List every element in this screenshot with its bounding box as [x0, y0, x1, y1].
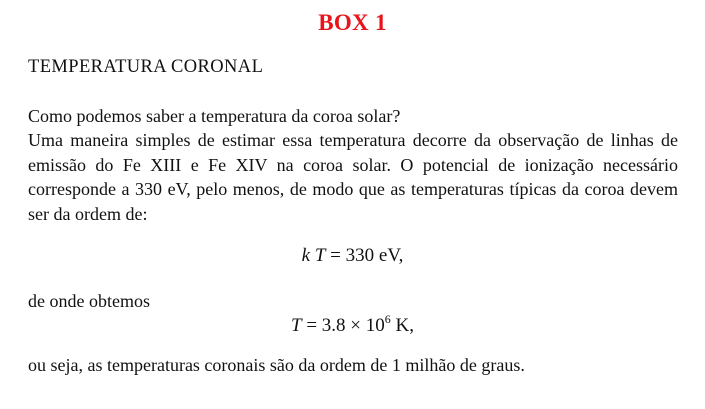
equation-kt-t: T	[314, 245, 326, 266]
equation-temperature-unit: K,	[390, 315, 414, 336]
after-equation-text: de onde obtemos	[28, 291, 150, 311]
equation-temperature-rhs: = 3.8 × 10	[306, 315, 385, 336]
equation-temperature-t: T	[291, 315, 302, 336]
body-paragraph: Uma maneira simples de estimar essa temperatura decorre da observação de linhas de emissão do Fe XIII e Fe XIV na coroa solar. O potencial de ionização necessário corresponde a 330 eV, pelo menos, de modo que as temperaturas típicas da coroa devem ser da ordem de:	[28, 130, 678, 224]
equation-kt	[0, 245, 705, 267]
equation-temperature-exponent: 6	[384, 312, 391, 326]
conclusion-paragraph: ou seja, as temperaturas coronais são da ordem de 1 milhão de graus.	[28, 355, 525, 375]
box-title: BOX 1	[318, 10, 387, 35]
section-heading: TEMPERATURA CORONAL	[28, 57, 264, 77]
question-paragraph: Como podemos saber a temperatura da coroa solar?	[28, 106, 401, 126]
equation-kt-k: k	[301, 245, 311, 266]
equation-kt-rhs: = 330 eV,	[330, 245, 404, 266]
equation-temperature	[0, 312, 705, 337]
